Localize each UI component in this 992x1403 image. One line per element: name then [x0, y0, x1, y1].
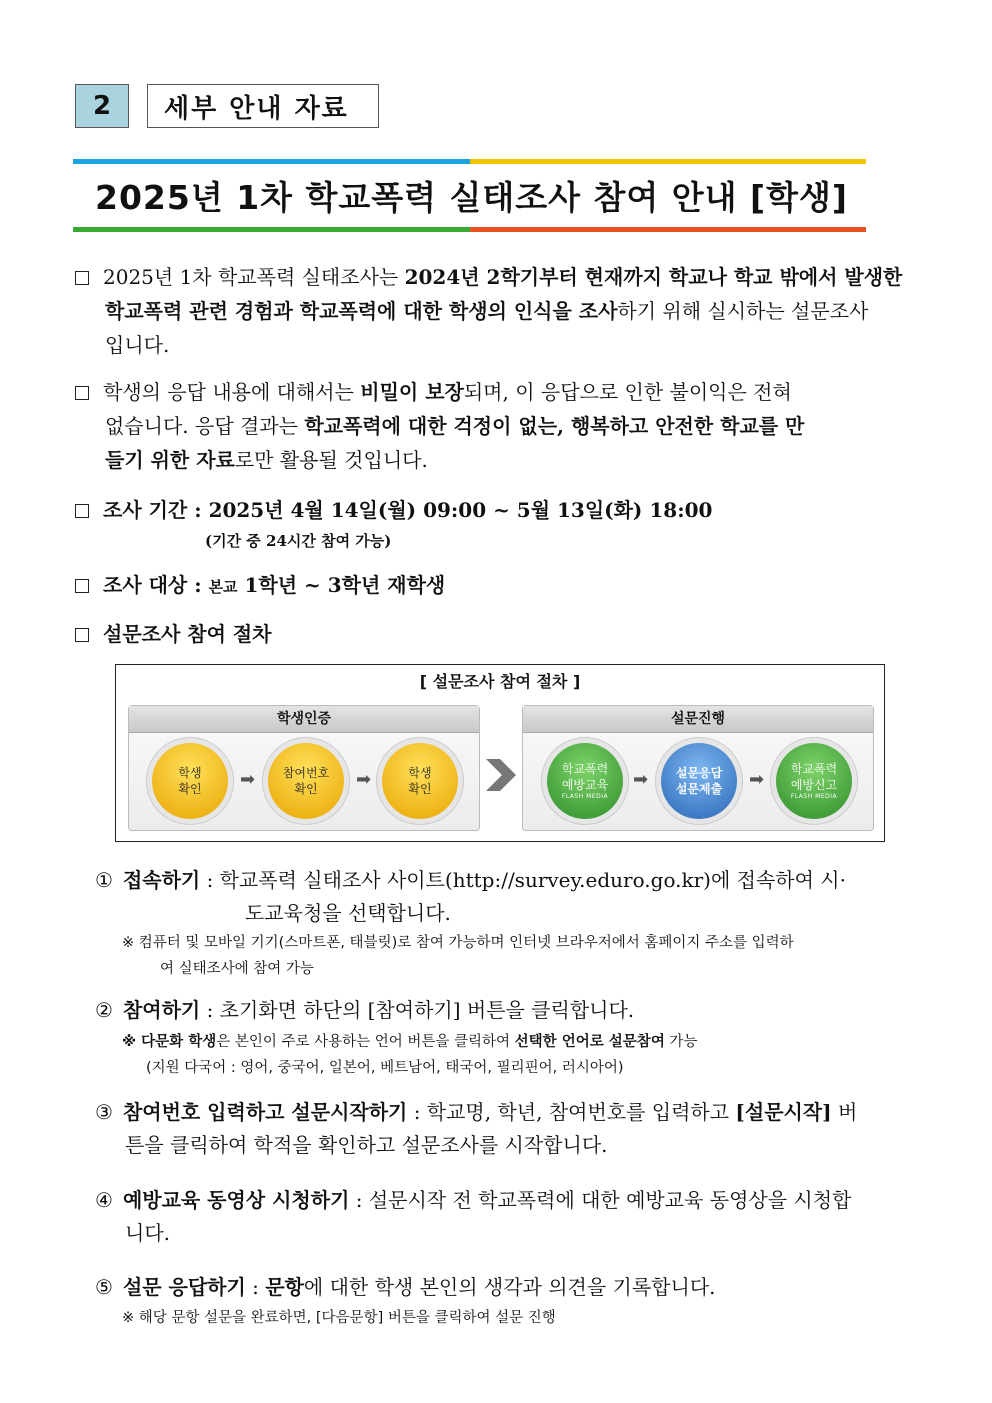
step-circle-student-confirm: 학생 확인: [382, 743, 458, 819]
panel-title: 설문진행: [523, 706, 873, 733]
arrow-right-icon: ➡: [240, 769, 256, 790]
intro-paragraph: 2025년 1차 학교폭력 실태조사는 2024년 2학기부터 현재까지 학교나 학교 밖에서 발생한 학교폭력 관련 경험과 학교폭력에 대한 학생의 인식을 조사하기 위해 실시하는 설문조사 입니다.: [75, 260, 923, 362]
section-number: 2: [75, 84, 129, 128]
checkbox-icon: [75, 628, 89, 642]
banner-bar-bottom-left: [73, 227, 470, 232]
figure-title: [ 설문조사 참여 절차 ]: [419, 672, 581, 691]
survey-period: 조사 기간 : 2025년 4월 14일(월) 09:00 ~ 5월 13일(화) 18:00: [75, 493, 923, 527]
step-circle-student-check: 학생 확인: [152, 743, 228, 819]
step-5: ⑤ 설문 응답하기 : 문항에 대한 학생 본인의 생각과 의견을 기록합니다.: [95, 1275, 716, 1299]
step-2: ② 참여하기 : 초기화면 하단의 [참여하기] 버튼을 클릭합니다.: [95, 998, 635, 1022]
checkbox-icon: [75, 579, 89, 593]
step-3: ③ 참여번호 입력하고 설문시작하기 : 학교명, 학년, 참여번호를 입력하고 [설문시작] 버 튼을 클릭하여 학적을 확인하고 설문조사를 시작합니다.: [95, 1100, 858, 1157]
step-circle-number-check: 참여번호 확인: [268, 743, 344, 819]
checkbox-icon: [75, 504, 89, 518]
privacy-paragraph: 학생의 응답 내용에 대해서는 비밀이 보장되며, 이 응답으로 인한 불이익은 전혀 없습니다. 응답 결과는 학교폭력에 대한 걱정이 없는, 행복하고 안전한 학교를 만 들기 위한 자료로만 활용될 것입니다.: [75, 375, 923, 477]
step-4: ④ 예방교육 동영상 시청하기 : 설문시작 전 학교폭력에 대한 예방교육 동영상을 시청합 니다.: [95, 1188, 852, 1245]
survey-target: 조사 대상 : 본교 1학년 ~ 3학년 재학생: [75, 568, 923, 604]
checkbox-icon: [75, 271, 89, 285]
banner-title: 2025년 1차 학교폭력 실태조사 참여 안내 [학생]: [95, 178, 848, 217]
arrow-right-icon: ➡: [749, 769, 765, 790]
section-title: 세부 안내 자료: [147, 84, 379, 128]
step-circle-survey-submit: 설문응답 설문제출: [661, 743, 737, 819]
arrow-right-icon: ➡: [356, 769, 372, 790]
title-banner: [73, 159, 866, 232]
chevron-right-icon: [484, 757, 518, 793]
step-2-note: ※ 다문화 학생은 본인이 주로 사용하는 언어 버튼을 클릭하여 선택한 언어로 설문참여 가능 (지원 다국어 : 영어, 중국어, 일본어, 베트남어, 태국어, 필리핀어, 러시아어): [122, 1034, 698, 1076]
banner-bar-bottom-right: [470, 227, 866, 232]
checkbox-icon: [75, 386, 89, 400]
procedure-figure: [115, 664, 885, 842]
step-circle-prevention-report: 학교폭력 예방신고 FLASH MEDIA: [776, 743, 852, 819]
panel-title: 학생인증: [129, 706, 479, 733]
arrow-right-icon: ➡: [633, 769, 649, 790]
step-circle-prevention-education: 학교폭력 예방교육 FLASH MEDIA: [547, 743, 623, 819]
step-1-note: ※ 컴퓨터 및 모바일 기기(스마트폰, 태블릿)로 참여 가능하며 인터넷 브라우저에서 홈페이지 주소를 입력하 여 실태조사에 참여 가능: [122, 935, 794, 977]
procedure-heading: 설문조사 참여 절차: [75, 617, 923, 651]
step-5-note: ※ 해당 문항 설문을 완료하면, [다음문항] 버튼을 클릭하여 설문 진행: [122, 1310, 556, 1326]
step-1: ① 접속하기 : 학교폭력 실태조사 사이트(http://survey.eduro.go.kr)에 접속하여 시· 도교육청을 선택합니다.: [95, 868, 846, 925]
period-note: (기간 중 24시간 참여 가능): [205, 532, 392, 550]
